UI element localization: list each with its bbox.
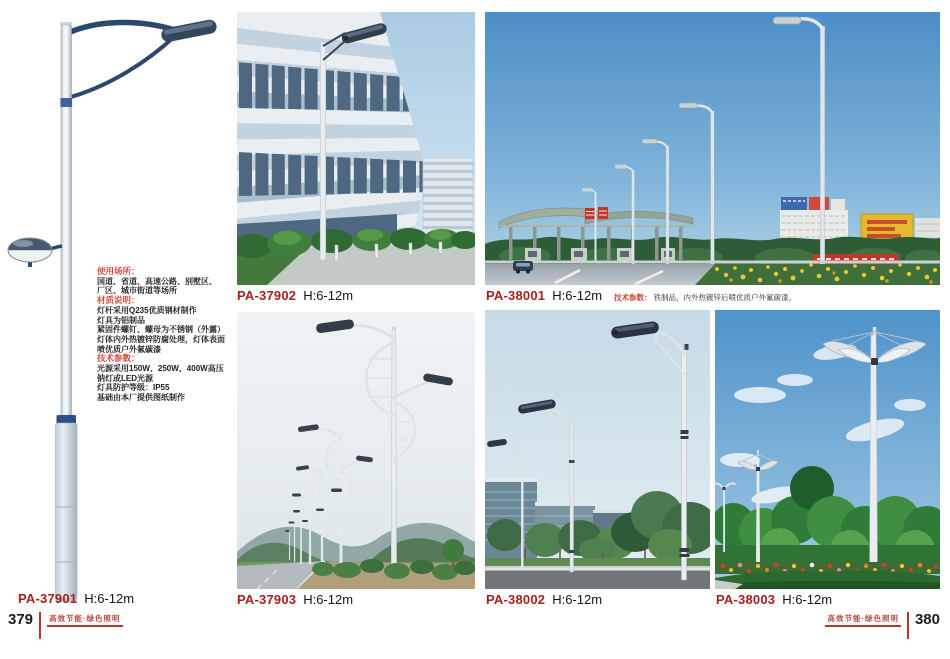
product-label-pa37902 [237, 288, 353, 303]
spec-line: 基础由本厂提供图纸制作 [97, 393, 185, 403]
product-code: PA-37901 [18, 591, 78, 606]
product-photo-pa38003 [715, 310, 940, 589]
product-height: H:6-12m [552, 288, 603, 303]
product-label-pa37903 [237, 592, 353, 607]
flower-median [695, 263, 940, 285]
footer-divider [907, 612, 909, 639]
product-label-pa37901 [18, 591, 134, 606]
spec-material-header: 材质说明： [97, 295, 140, 306]
spec-line: 灯杆采用Q235优质钢材制作 [97, 305, 197, 315]
highway-lamps-illustration [485, 12, 940, 285]
roadside-lamps-illustration [237, 312, 475, 589]
decorative-lamps-illustration [715, 310, 940, 589]
product-photo-pa38002 [485, 310, 710, 589]
spec-line: 光源采用150W、250W、400W高压 [97, 364, 224, 374]
product-photo-pa37902 [237, 12, 475, 285]
product-specs [97, 267, 232, 403]
product-label-pa38001 [486, 288, 796, 303]
product-label-pa38002 [486, 592, 602, 607]
spec-line: 灯具防护等级：IP55 [97, 383, 170, 393]
campus-lamps-illustration [485, 310, 710, 589]
tech-params-label: 技术参数： [614, 293, 652, 302]
pole-base [56, 415, 78, 602]
lamp-pole [60, 22, 73, 417]
product-height: H:6-12m [303, 288, 354, 303]
page-number-right: 380 [914, 611, 940, 628]
product-photo-pa37903 [237, 312, 475, 589]
spec-line: 喷优质户外氟碳漆 [97, 344, 161, 354]
tech-params-note: 铁制品，内外热镀锌后喷优质户外氟碳漆。 [653, 293, 797, 302]
spec-line: 钠灯或LED光源 [97, 373, 153, 383]
spec-line: 厂区、城市街道等场所 [97, 286, 177, 296]
product-code: PA-37903 [237, 592, 297, 607]
spec-line: 紧固件螺钉、螺母为不锈钢（外露） [97, 325, 225, 335]
product-code: PA-38003 [716, 592, 776, 607]
product-label-pa38003 [716, 592, 832, 607]
hedge [715, 571, 940, 589]
footer-slogan: 高效节能·绿色照明 [47, 611, 123, 627]
spec-usage-header: 使用场所： [97, 266, 140, 276]
product-height: H:6-12m [552, 592, 603, 607]
product-height: H:6-12m [303, 592, 354, 607]
road [485, 566, 710, 589]
product-height: H:6-12m [84, 591, 135, 606]
lamp-head [160, 19, 218, 43]
product-code: PA-38001 [486, 288, 546, 303]
footer-slogan: 高效节能·绿色照明 [825, 611, 901, 627]
building-street-lamp-illustration [237, 12, 475, 285]
spec-line: 国道、省道、高速公路、别墅区、 [97, 276, 217, 286]
secondary-luminaire [8, 238, 62, 267]
spec-line: 灯体内外热镀锌防腐处理，灯体表面 [97, 334, 225, 344]
footer-divider [39, 612, 41, 639]
footer-left [8, 611, 123, 641]
footer-right [825, 611, 940, 641]
product-code: PA-37902 [237, 288, 297, 303]
product-code: PA-38002 [486, 592, 546, 607]
grounds [237, 228, 475, 285]
page-number-left: 379 [8, 611, 34, 628]
product-height: H:6-12m [782, 592, 833, 607]
spec-tech-header: 技术参数： [97, 353, 140, 364]
spec-line: 灯具为铝制品 [97, 315, 145, 325]
product-photo-pa38001 [485, 12, 940, 285]
